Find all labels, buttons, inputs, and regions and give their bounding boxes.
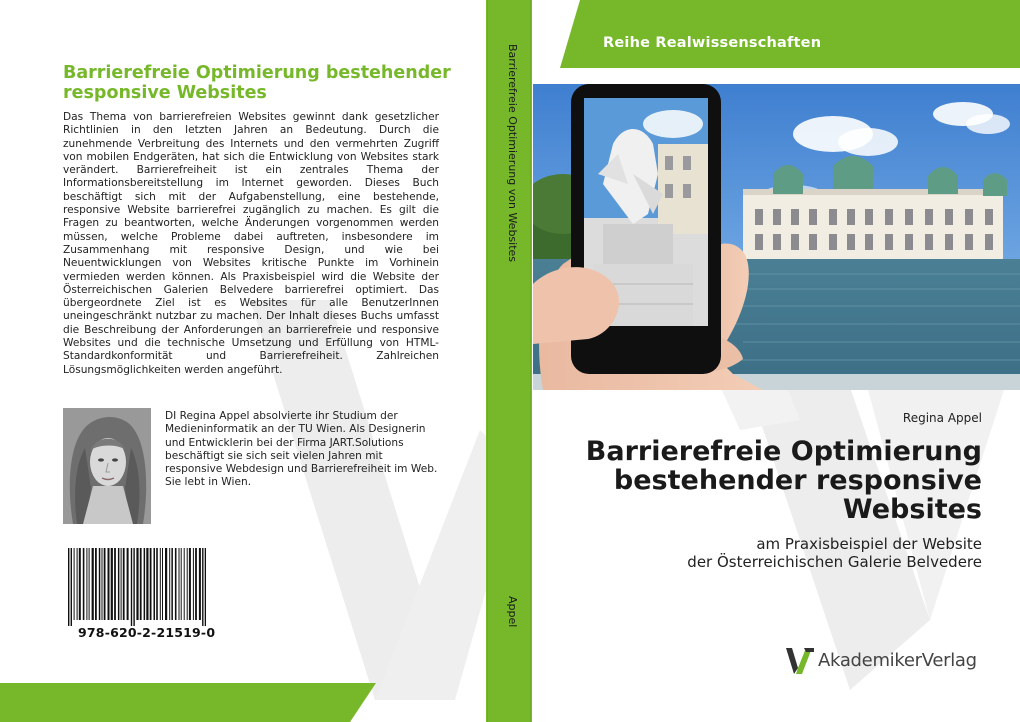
subtitle-line-1: am Praxisbeispiel der Website	[756, 535, 982, 553]
front-cover	[532, 0, 1020, 722]
barcode-bar	[199, 548, 201, 620]
subtitle-line-2: der Österreichischen Galerie Belvedere	[687, 553, 982, 571]
barcode-bar	[104, 548, 106, 620]
barcode-bar	[127, 548, 129, 620]
barcode-bar	[195, 548, 197, 620]
barcode-bar	[146, 548, 148, 620]
barcode-bar	[150, 548, 152, 620]
barcode-bar	[133, 548, 134, 626]
barcode-bar	[156, 548, 158, 620]
barcode-bar	[77, 548, 78, 620]
author-bio: DI Regina Appel absolvierte ihr Studium der Medieninformatik an der TU Wien. Als Designerin und Entwicklerin bei der Firma JART.Solutions beschäftigt sie sich seit vielen Jahren mit responsive Webdesign und Barrierefreiheit im Web. Sie lebt in Wien.	[165, 410, 438, 489]
barcode	[66, 548, 206, 626]
barcode-bar	[131, 548, 132, 626]
barcode-bar	[95, 548, 97, 620]
barcode-bar	[160, 548, 161, 620]
back-cover-blurb: Das Thema von barrierefreien Websites gewinnt dank gesetzlicher Richtlinien in den letzten Jahren an Bedeutung. Durch die zunehmende Verbreitung des Internets und den vermehrten Zugriff von mobilen Endgeräten, hat sich die Entwicklung von Websites stark verändert. Barrierefreiheit ist ein zentrales Thema der Informationsbereitstellung im Internet geworden. Dieses Buch beschäftigt sich mit der Aufgabenstellung, eine bestehende, responsive Website barrierefrei zugänglich zu machen. Es gilt die Fragen zu beantworten, welche Änderungen vorgenommen werden müssen, welche Probleme dabei auftreten, insbesondere im Zusammenhang mit responsive Design, und wie bei Neuentwicklungen von Websites kritische Punkte im Vorhinein vermieden werden können. Als Praxisbeispiel wird die Website der Österreichischen Galerien Belvedere barrierefrei optimiert. Das übergeordnete Ziel ist es Websites für alle BenutzerInnen uneingeschränkt nutzbar zu machen. Der Inhalt dieses Buchs umfasst die Beschreibung der Anforderungen an barrierefreie und responsive Websites und die technische Umsetzung und Erfüllung von HTML-Standardkonformität und Barrierefreiheit. Zahlreichen Lösungsmöglichkeiten werden angeführt.	[63, 111, 439, 376]
barcode-bar	[86, 548, 87, 620]
back-cover-title: Barrierefreie Optimierung bestehender responsive Websites	[63, 63, 451, 103]
front-title: Barrierefreie Optimierung bestehender responsive Websites	[585, 436, 982, 525]
publisher-name: AkademikerVerlag	[818, 650, 977, 671]
barcode-bar	[171, 548, 173, 620]
book-spine	[486, 0, 532, 722]
barcode-bar	[71, 548, 72, 626]
barcode-bar	[114, 548, 116, 620]
barcode-bar	[187, 548, 188, 620]
barcode-bar	[123, 548, 125, 620]
spine-author: Appel	[506, 596, 519, 628]
barcode-bar	[202, 548, 203, 626]
barcode-bar	[181, 548, 182, 620]
barcode-bar	[118, 548, 120, 620]
publisher-logo-icon	[786, 648, 814, 674]
author-photo	[63, 408, 151, 524]
barcode-bar	[184, 548, 185, 620]
barcode-bar	[108, 548, 110, 620]
cover-photo	[533, 84, 1020, 390]
isbn-number: 978-620-2-21519-0	[78, 625, 216, 640]
back-accent-bar	[0, 683, 376, 722]
barcode-bar	[205, 548, 206, 626]
back-cover	[0, 0, 486, 722]
barcode-bar	[79, 548, 81, 620]
barcode-bar	[83, 548, 85, 620]
barcode-bar	[154, 548, 156, 620]
barcode-bar	[111, 548, 113, 620]
barcode-bar	[179, 548, 180, 620]
barcode-bar	[162, 548, 163, 620]
barcode-bar	[165, 548, 167, 620]
barcode-bar	[102, 548, 103, 620]
barcode-bar	[189, 548, 191, 620]
barcode-bar	[121, 548, 122, 620]
series-label: Reihe Realwissenschaften	[603, 35, 822, 51]
barcode-bar	[169, 548, 170, 620]
series-banner	[532, 0, 1020, 68]
barcode-bar	[193, 548, 194, 620]
barcode-bar	[175, 548, 177, 620]
barcode-bar	[74, 548, 75, 620]
front-author: Regina Appel	[902, 411, 982, 425]
front-subtitle	[562, 535, 982, 571]
barcode-bar	[140, 548, 142, 620]
barcode-bar	[144, 548, 146, 620]
barcode-bar	[92, 548, 94, 620]
publisher	[786, 646, 986, 678]
barcode-bar	[136, 548, 138, 620]
barcode-bar	[99, 548, 101, 620]
spine-title: Barrierefreie Optimierung von Websites	[506, 44, 519, 263]
barcode-bar	[68, 548, 69, 626]
barcode-bar	[89, 548, 90, 620]
